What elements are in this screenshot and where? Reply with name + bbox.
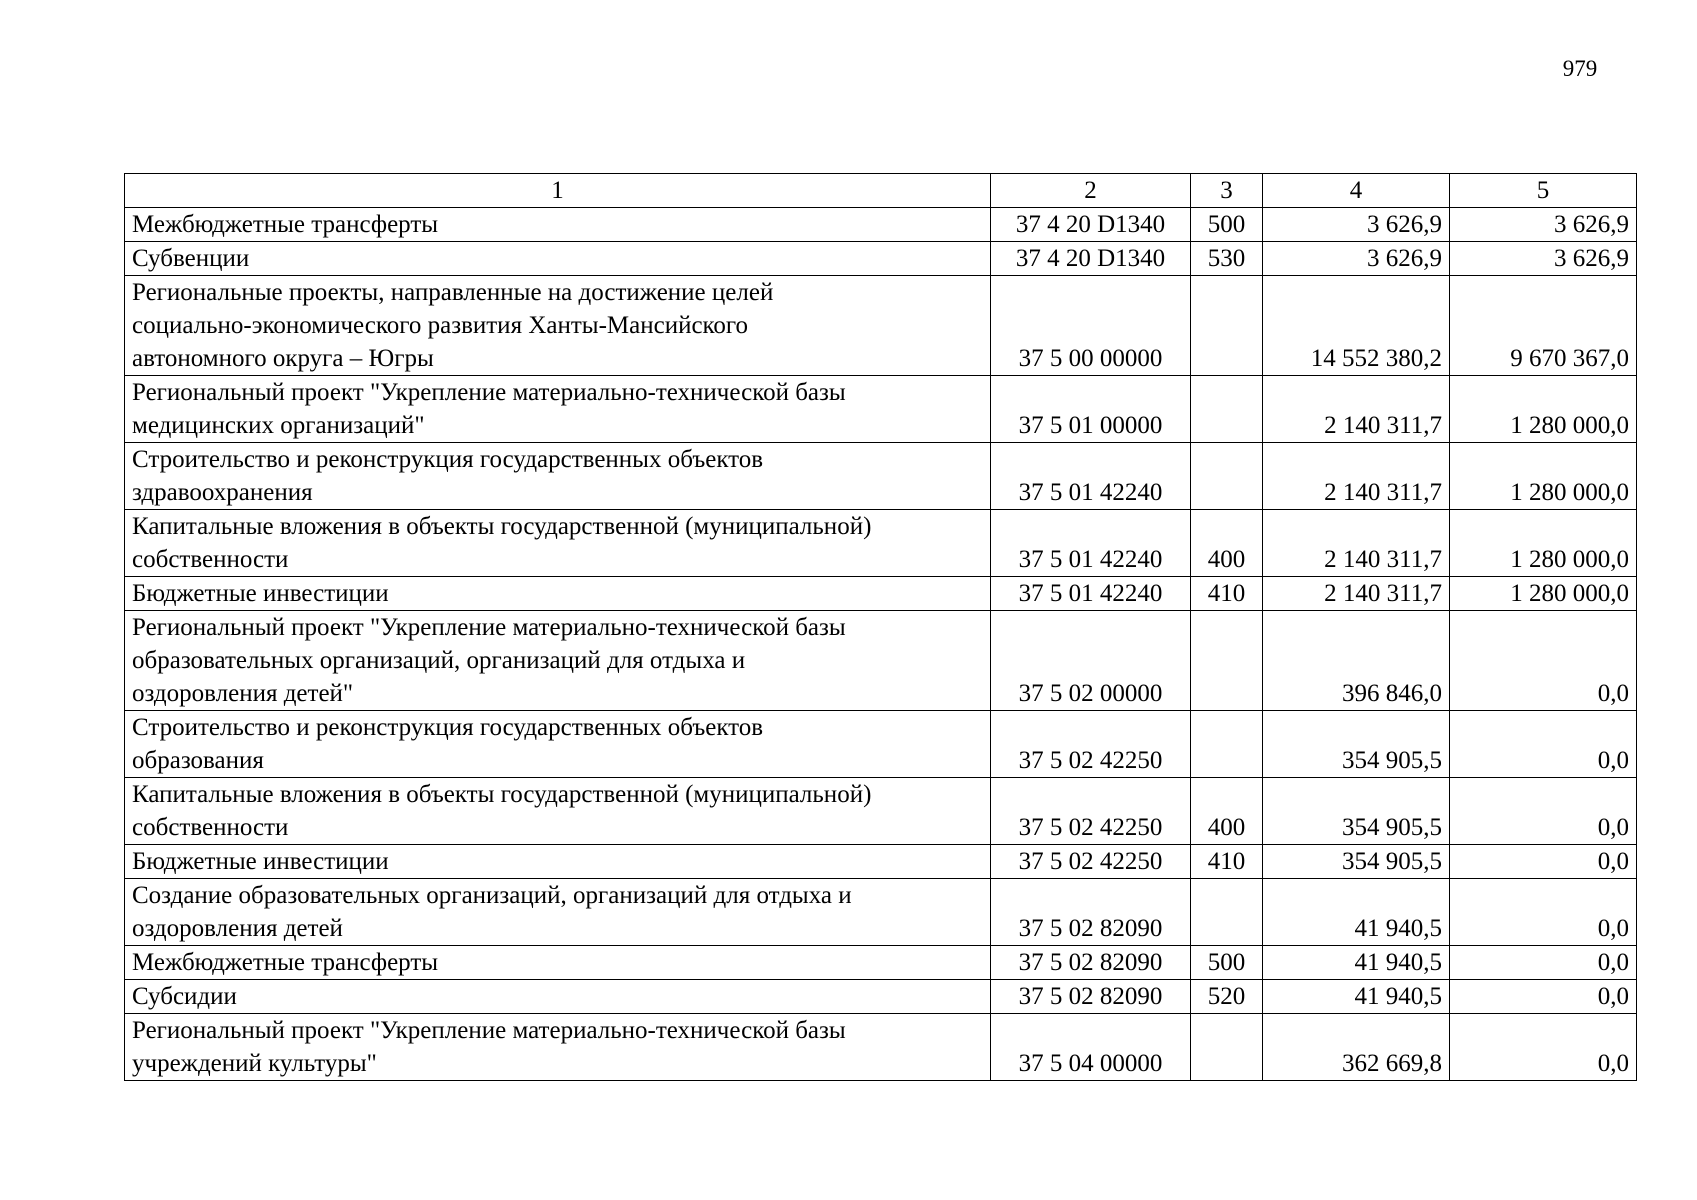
- row-value-1-cell: 354 905,5: [1263, 711, 1450, 778]
- row-code-cell: 37 5 00 00000: [991, 276, 1191, 376]
- header-cell-code: 2: [991, 174, 1191, 208]
- row-name-cell: Региональный проект "Укрепление материально-технической базы медицинских организаций": [125, 376, 991, 443]
- row-value-1-cell: 41 940,5: [1263, 980, 1450, 1014]
- row-name-cell: Капитальные вложения в объекты государственной (муниципальной) собственности: [125, 510, 991, 577]
- row-value-1-cell: 354 905,5: [1263, 845, 1450, 879]
- row-code-cell: 37 4 20 D1340: [991, 242, 1191, 276]
- table-row: [125, 443, 1637, 510]
- row-type-cell: [1191, 443, 1263, 510]
- row-value-2-cell: 1 280 000,0: [1450, 510, 1637, 577]
- row-value-2-cell: 0,0: [1450, 845, 1637, 879]
- header-cell-value-2: 5: [1450, 174, 1637, 208]
- row-type-cell: [1191, 276, 1263, 376]
- page-number: 979: [1562, 56, 1598, 81]
- row-value-2-cell: 0,0: [1450, 611, 1637, 711]
- table-row: [125, 845, 1637, 879]
- row-value-1-cell: 41 940,5: [1263, 879, 1450, 946]
- row-value-2-cell: 0,0: [1450, 980, 1637, 1014]
- row-value-2-cell: 1 280 000,0: [1450, 443, 1637, 510]
- row-value-2-cell: 3 626,9: [1450, 242, 1637, 276]
- row-code-cell: 37 5 01 42240: [991, 577, 1191, 611]
- row-value-1-cell: 2 140 311,7: [1263, 577, 1450, 611]
- row-code-cell: 37 5 01 42240: [991, 443, 1191, 510]
- row-type-cell: 400: [1191, 510, 1263, 577]
- row-name-cell: Субвенции: [125, 242, 991, 276]
- row-value-2-cell: 3 626,9: [1450, 208, 1637, 242]
- table-row: [125, 1014, 1637, 1081]
- header-cell-type: 3: [1191, 174, 1263, 208]
- table-row: [125, 980, 1637, 1014]
- row-value-2-cell: 1 280 000,0: [1450, 376, 1637, 443]
- budget-table: [124, 173, 1637, 1081]
- row-code-cell: 37 5 02 42250: [991, 778, 1191, 845]
- row-type-cell: [1191, 376, 1263, 443]
- row-value-2-cell: 0,0: [1450, 1014, 1637, 1081]
- row-name-cell: Строительство и реконструкция государственных объектов образования: [125, 711, 991, 778]
- table-row: [125, 276, 1637, 376]
- row-value-1-cell: 354 905,5: [1263, 778, 1450, 845]
- row-name-cell: Межбюджетные трансферты: [125, 208, 991, 242]
- row-type-cell: 500: [1191, 208, 1263, 242]
- row-type-cell: 530: [1191, 242, 1263, 276]
- row-type-cell: [1191, 611, 1263, 711]
- row-type-cell: 500: [1191, 946, 1263, 980]
- row-value-1-cell: 2 140 311,7: [1263, 376, 1450, 443]
- row-value-1-cell: 3 626,9: [1263, 208, 1450, 242]
- row-code-cell: 37 5 02 42250: [991, 845, 1191, 879]
- table-row: [125, 510, 1637, 577]
- row-type-cell: [1191, 1014, 1263, 1081]
- row-code-cell: 37 5 02 00000: [991, 611, 1191, 711]
- row-code-cell: 37 5 02 82090: [991, 980, 1191, 1014]
- row-value-1-cell: 362 669,8: [1263, 1014, 1450, 1081]
- row-value-1-cell: 14 552 380,2: [1263, 276, 1450, 376]
- table-row: [125, 778, 1637, 845]
- row-value-2-cell: 0,0: [1450, 778, 1637, 845]
- table-row: [125, 242, 1637, 276]
- row-type-cell: 410: [1191, 577, 1263, 611]
- row-name-cell: Создание образовательных организаций, организаций для отдыха и оздоровления детей: [125, 879, 991, 946]
- row-name-cell: Строительство и реконструкция государственных объектов здравоохранения: [125, 443, 991, 510]
- table-row: [125, 208, 1637, 242]
- row-value-2-cell: 0,0: [1450, 879, 1637, 946]
- row-code-cell: 37 5 02 82090: [991, 946, 1191, 980]
- table-row: [125, 946, 1637, 980]
- row-value-1-cell: 41 940,5: [1263, 946, 1450, 980]
- row-value-2-cell: 9 670 367,0: [1450, 276, 1637, 376]
- row-type-cell: [1191, 879, 1263, 946]
- row-value-1-cell: 2 140 311,7: [1263, 510, 1450, 577]
- row-value-2-cell: 1 280 000,0: [1450, 577, 1637, 611]
- header-cell-name: 1: [125, 174, 991, 208]
- row-code-cell: 37 5 04 00000: [991, 1014, 1191, 1081]
- row-code-cell: 37 5 01 42240: [991, 510, 1191, 577]
- row-code-cell: 37 5 02 82090: [991, 879, 1191, 946]
- table-row: [125, 611, 1637, 711]
- row-name-cell: Бюджетные инвестиции: [125, 845, 991, 879]
- table-row: [125, 376, 1637, 443]
- row-type-cell: 520: [1191, 980, 1263, 1014]
- table-row: [125, 711, 1637, 778]
- table-row: [125, 577, 1637, 611]
- row-type-cell: 400: [1191, 778, 1263, 845]
- row-code-cell: 37 4 20 D1340: [991, 208, 1191, 242]
- row-value-2-cell: 0,0: [1450, 946, 1637, 980]
- row-code-cell: 37 5 02 42250: [991, 711, 1191, 778]
- row-type-cell: [1191, 711, 1263, 778]
- row-value-1-cell: 3 626,9: [1263, 242, 1450, 276]
- table-header-row: [125, 174, 1637, 208]
- row-value-1-cell: 2 140 311,7: [1263, 443, 1450, 510]
- row-name-cell: Капитальные вложения в объекты государственной (муниципальной) собственности: [125, 778, 991, 845]
- header-cell-value-1: 4: [1263, 174, 1450, 208]
- table-row: [125, 879, 1637, 946]
- row-name-cell: Бюджетные инвестиции: [125, 577, 991, 611]
- row-value-2-cell: 0,0: [1450, 711, 1637, 778]
- row-code-cell: 37 5 01 00000: [991, 376, 1191, 443]
- row-type-cell: 410: [1191, 845, 1263, 879]
- row-name-cell: Региональные проекты, направленные на достижение целей социально-экономического развития Ханты-Мансийского автономного округа – Югры: [125, 276, 991, 376]
- row-value-1-cell: 396 846,0: [1263, 611, 1450, 711]
- row-name-cell: Региональный проект "Укрепление материально-технической базы учреждений культуры": [125, 1014, 991, 1081]
- row-name-cell: Межбюджетные трансферты: [125, 946, 991, 980]
- row-name-cell: Субсидии: [125, 980, 991, 1014]
- row-name-cell: Региональный проект "Укрепление материально-технической базы образовательных организаций, организаций для отдыха и оздоровления детей": [125, 611, 991, 711]
